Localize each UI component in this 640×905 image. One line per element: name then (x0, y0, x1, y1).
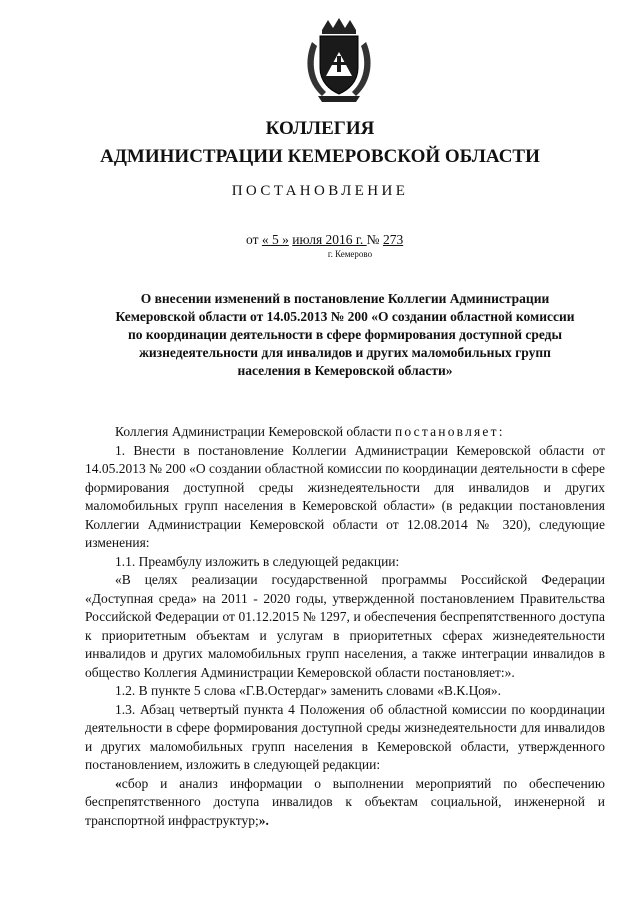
paragraph-1-2: 1.2. В пункте 5 слова «Г.В.Остердаг» заменить словами «В.К.Цоя». (115, 683, 501, 698)
number-sign: № (366, 232, 380, 247)
org-title-line2: АДМИНИСТРАЦИИ КЕМЕРОВСКОЙ ОБЛАСТИ (100, 146, 540, 167)
coat-of-arms-icon (300, 16, 378, 104)
date-prefix: от (246, 232, 259, 247)
document-title (85, 290, 605, 380)
date-number-line (246, 232, 403, 248)
intro-verb: постановляет: (394, 424, 505, 439)
title-line: Кемеровской области от 14.05.2013 № 200 «О создании областной комиссии (115, 309, 575, 324)
quote-text: сбор и анализ информации о выполнении мероприятий по обеспечению беспрепятственного доступа инвалидов к объектам социальной, инженерной и транспортной инфраструктур; (85, 775, 605, 828)
title-line: по координации деятельности в сфере формирования доступной среды (127, 327, 563, 342)
title-line: О внесении изменений в постановление Коллегии Администрации (140, 291, 550, 306)
paragraph-1-1: 1.1. Преамбулу изложить в следующей редакции: (115, 553, 400, 569)
quote-open: « (115, 775, 122, 791)
paragraph-1-3: 1.3. Абзац четвертый пункта 4 Положения об областной комиссии по координации деятельности в сфере формирования доступной среды жизнедеятельности для инвалидов и других маломобильных групп населения в Кемеровской области, утвержденного постановлением, изложить в следующей редакции: (85, 701, 605, 772)
document-type: ПОСТАНОВЛЕНИЕ (231, 183, 409, 199)
title-line: жизнедеятельности для инвалидов и других маломобильных групп (139, 345, 551, 360)
quote-preamble: «В целях реализации государственной программы Российской Федерации «Доступная среда» на 2011 - 2020 годы, утвержденной постановлением Правительства Российской Федерации от 01.12.2015 № 1297, и обеспечения беспрепятственного доступа к приоритетным объектам и услугам в приоритетных сферах жизнедеятельности инвалидов и других маломобильных групп населения, а также интеграции инвалидов в общество Коллегия Администрации Кемеровской области постановляет:». (85, 572, 605, 680)
intro-text: Коллегия Администрации Кемеровской области (115, 424, 392, 439)
document-number: 273 (382, 232, 404, 247)
title-line: населения в Кемеровской области» (237, 363, 453, 378)
city: г. Кемерово (327, 249, 373, 259)
document-body (85, 423, 605, 830)
quote-paragraph (85, 775, 605, 831)
quote-close: ». (258, 812, 269, 828)
date-day: « 5 » (261, 232, 289, 247)
intro-paragraph (85, 423, 605, 442)
date-month-year: июля 2016 г. (292, 232, 367, 247)
org-title-line1: КОЛЛЕГИЯ (265, 118, 375, 139)
paragraph-1: 1. Внести в постановление Коллегии Администрации Кемеровской области от 14.05.2013 № 200 «О создании областной комиссии по координации деятельности в сфере формирования доступной среды жизнедеятельности для инвалидов и других маломобильных групп населения в Кемеровской области» (в редакции постановления Коллегии Администрации Кемеровской области от 12.08.2014 № 320), следующие изменения: (85, 442, 605, 550)
